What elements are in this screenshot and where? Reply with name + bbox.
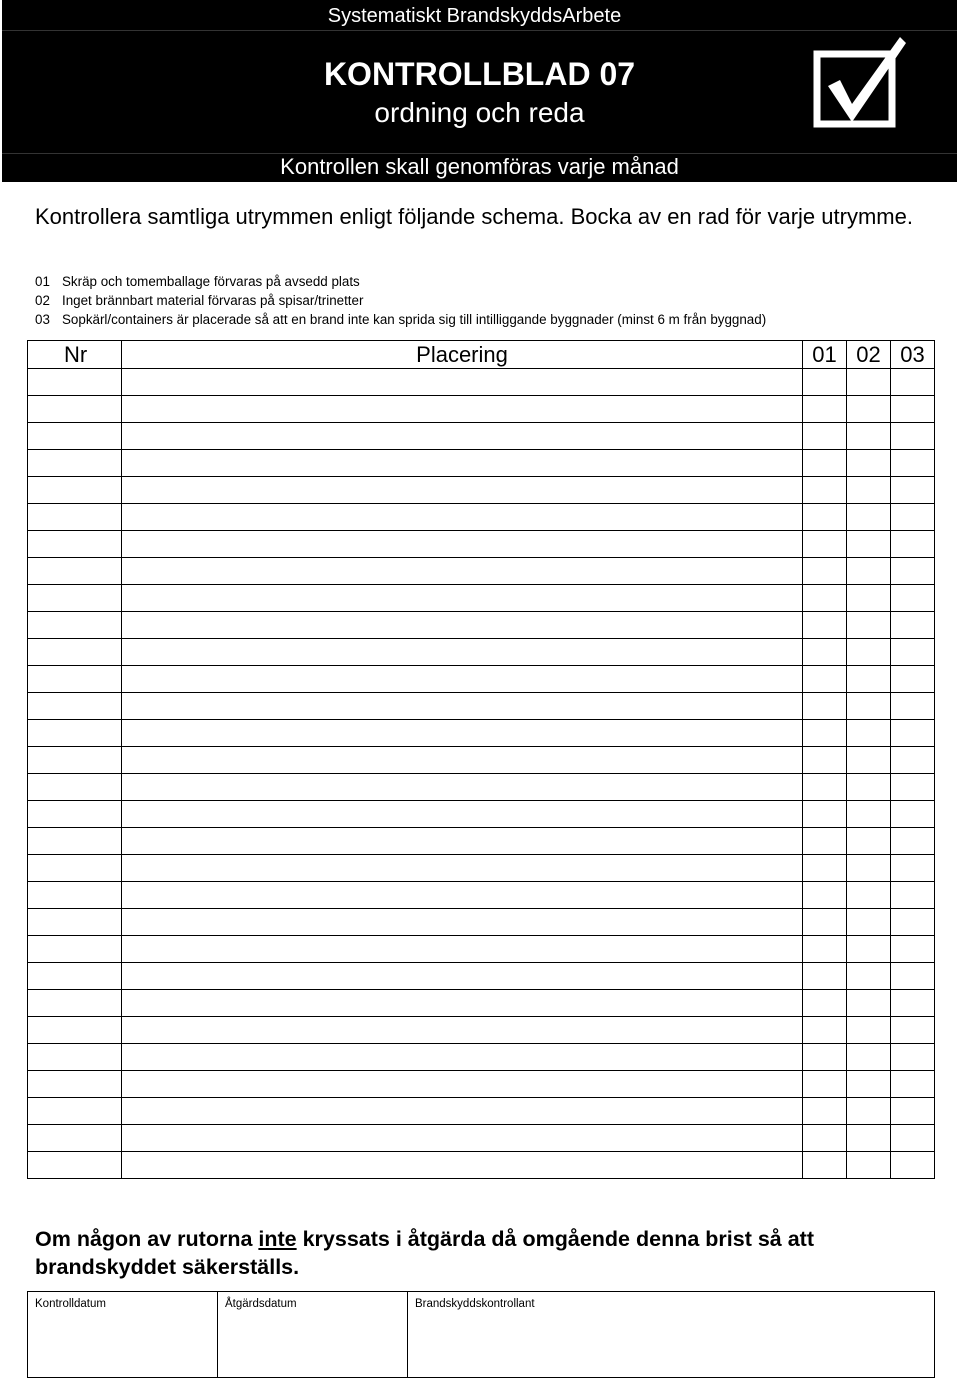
check-03-cell[interactable]	[891, 1152, 935, 1179]
check-01-cell[interactable]	[803, 1152, 847, 1179]
table-row	[28, 558, 935, 585]
check-02-cell[interactable]	[847, 612, 891, 639]
table-row	[28, 423, 935, 450]
kontrolldatum-label: Kontrolldatum	[35, 1298, 106, 1310]
nr-cell[interactable]	[28, 639, 122, 666]
check-02-cell[interactable]	[847, 1152, 891, 1179]
check-03-cell[interactable]	[891, 1017, 935, 1044]
placering-cell[interactable]	[122, 666, 803, 693]
warning-emphasis: inte	[258, 1227, 297, 1251]
placering-cell[interactable]	[122, 774, 803, 801]
nr-cell[interactable]	[28, 1152, 122, 1179]
nr-cell[interactable]	[28, 585, 122, 612]
table-row	[28, 396, 935, 423]
table-row	[28, 693, 935, 720]
placering-cell[interactable]	[122, 558, 803, 585]
check-03-cell[interactable]	[891, 1125, 935, 1152]
check-01-cell[interactable]	[803, 828, 847, 855]
header-subtitle: Systematiskt BrandskyddsArbete	[327, 5, 622, 27]
nr-cell[interactable]	[28, 882, 122, 909]
nr-cell[interactable]	[28, 558, 122, 585]
placering-cell[interactable]	[122, 1044, 803, 1071]
table-row	[28, 504, 935, 531]
check-03-cell[interactable]	[891, 936, 935, 963]
table-row	[28, 828, 935, 855]
nr-cell[interactable]	[28, 531, 122, 558]
nr-cell[interactable]	[28, 477, 122, 504]
criteria-text: Skräp och tomemballage förvaras på avsedd plats	[62, 274, 360, 289]
table-row	[28, 1017, 935, 1044]
check-02-cell[interactable]	[847, 369, 891, 396]
check-03-cell[interactable]	[891, 666, 935, 693]
check-02-cell[interactable]	[847, 639, 891, 666]
placering-cell[interactable]	[122, 909, 803, 936]
check-01-cell[interactable]	[803, 666, 847, 693]
check-01-cell[interactable]	[803, 882, 847, 909]
check-01-cell[interactable]	[803, 963, 847, 990]
check-03-cell[interactable]	[891, 612, 935, 639]
table-row	[28, 639, 935, 666]
placering-cell[interactable]	[122, 828, 803, 855]
check-02-cell[interactable]	[847, 909, 891, 936]
signature-row	[28, 1292, 935, 1378]
page-title: KONTROLLBLAD 07	[323, 56, 636, 92]
kontrollant-label: Brandskyddskontrollant	[415, 1298, 535, 1310]
check-03-cell[interactable]	[891, 531, 935, 558]
placering-cell[interactable]	[122, 423, 803, 450]
placering-cell[interactable]	[122, 801, 803, 828]
check-03-cell[interactable]	[891, 801, 935, 828]
nr-cell[interactable]	[28, 747, 122, 774]
check-03-cell[interactable]	[891, 693, 935, 720]
check-02-cell[interactable]	[847, 504, 891, 531]
check-02-cell[interactable]	[847, 585, 891, 612]
nr-cell[interactable]	[28, 774, 122, 801]
nr-cell[interactable]	[28, 720, 122, 747]
check-01-cell[interactable]	[803, 693, 847, 720]
placering-cell[interactable]	[122, 531, 803, 558]
kontrolldatum-field[interactable]	[28, 1292, 218, 1378]
placering-cell[interactable]	[122, 855, 803, 882]
table-row	[28, 666, 935, 693]
placering-cell[interactable]	[122, 1098, 803, 1125]
table-row	[28, 450, 935, 477]
placering-cell[interactable]	[122, 369, 803, 396]
frequency-note: Kontrollen skall genomföras varje månad	[280, 154, 679, 179]
check-03-cell[interactable]	[891, 585, 935, 612]
checkbox-checked-icon	[810, 34, 910, 129]
check-01-cell[interactable]	[803, 855, 847, 882]
check-02-cell[interactable]	[847, 855, 891, 882]
nr-cell[interactable]	[28, 369, 122, 396]
nr-cell[interactable]	[28, 936, 122, 963]
check-03-cell[interactable]	[891, 909, 935, 936]
table-row	[28, 369, 935, 396]
placering-cell[interactable]	[122, 450, 803, 477]
check-01-cell[interactable]	[803, 1125, 847, 1152]
table-row	[28, 1071, 935, 1098]
check-02-cell[interactable]	[847, 801, 891, 828]
check-01-cell[interactable]	[803, 1071, 847, 1098]
page-topic: ordning och reda	[374, 97, 585, 128]
header-01: 01	[803, 341, 847, 369]
check-02-cell[interactable]	[847, 936, 891, 963]
check-03-cell[interactable]	[891, 1098, 935, 1125]
criteria-item	[35, 310, 766, 329]
table-row	[28, 882, 935, 909]
nr-cell[interactable]	[28, 1071, 122, 1098]
nr-cell[interactable]	[28, 423, 122, 450]
placering-cell[interactable]	[122, 1071, 803, 1098]
placering-cell[interactable]	[122, 396, 803, 423]
check-02-cell[interactable]	[847, 1071, 891, 1098]
criteria-code: 02	[35, 293, 50, 308]
placering-cell[interactable]	[122, 1152, 803, 1179]
placering-cell[interactable]	[122, 1017, 803, 1044]
table-row	[28, 612, 935, 639]
check-01-cell[interactable]	[803, 558, 847, 585]
nr-cell[interactable]	[28, 450, 122, 477]
header-banner	[2, 0, 957, 182]
placering-cell[interactable]	[122, 936, 803, 963]
signature-table	[27, 1291, 935, 1378]
nr-cell[interactable]	[28, 612, 122, 639]
check-01-cell[interactable]	[803, 477, 847, 504]
check-01-cell[interactable]	[803, 936, 847, 963]
criteria-list	[35, 272, 766, 329]
check-02-cell[interactable]	[847, 693, 891, 720]
nr-cell[interactable]	[28, 855, 122, 882]
check-03-cell[interactable]	[891, 423, 935, 450]
table-row	[28, 531, 935, 558]
header-nr: Nr	[28, 341, 122, 369]
check-02-cell[interactable]	[847, 423, 891, 450]
criteria-item	[35, 291, 766, 310]
check-01-cell[interactable]	[803, 369, 847, 396]
table-row	[28, 477, 935, 504]
check-01-cell[interactable]	[803, 423, 847, 450]
table-row	[28, 1152, 935, 1179]
placering-cell[interactable]	[122, 504, 803, 531]
nr-cell[interactable]	[28, 990, 122, 1017]
table-row	[28, 747, 935, 774]
placering-cell[interactable]	[122, 720, 803, 747]
criteria-item	[35, 272, 766, 291]
nr-cell[interactable]	[28, 1098, 122, 1125]
warning-text	[35, 1225, 935, 1281]
check-03-cell[interactable]	[891, 558, 935, 585]
check-02-cell[interactable]	[847, 666, 891, 693]
nr-cell[interactable]	[28, 801, 122, 828]
check-03-cell[interactable]	[891, 504, 935, 531]
nr-cell[interactable]	[28, 666, 122, 693]
header-placering: Placering	[122, 341, 803, 369]
nr-cell[interactable]	[28, 1044, 122, 1071]
table-row	[28, 855, 935, 882]
inspection-table	[27, 340, 935, 1179]
check-02-cell[interactable]	[847, 558, 891, 585]
warning-after: kryssats i åtgärda då omgående denna brist så att brandskyddet säkerställs.	[35, 1227, 815, 1279]
check-03-cell[interactable]	[891, 639, 935, 666]
warning-before: Om någon av rutorna	[35, 1227, 259, 1251]
check-01-cell[interactable]	[803, 747, 847, 774]
nr-cell[interactable]	[28, 1125, 122, 1152]
check-01-cell[interactable]	[803, 639, 847, 666]
table-row	[28, 585, 935, 612]
atgardsdatum-field[interactable]	[218, 1292, 408, 1378]
nr-cell[interactable]	[28, 909, 122, 936]
placering-cell[interactable]	[122, 585, 803, 612]
nr-cell[interactable]	[28, 963, 122, 990]
check-03-cell[interactable]	[891, 1071, 935, 1098]
check-01-cell[interactable]	[803, 396, 847, 423]
check-01-cell[interactable]	[803, 801, 847, 828]
table-header-row	[28, 341, 935, 369]
placering-cell[interactable]	[122, 747, 803, 774]
check-03-cell[interactable]	[891, 828, 935, 855]
check-02-cell[interactable]	[847, 1125, 891, 1152]
header-03: 03	[891, 341, 935, 369]
check-02-cell[interactable]	[847, 477, 891, 504]
check-01-cell[interactable]	[803, 612, 847, 639]
table-row	[28, 909, 935, 936]
nr-cell[interactable]	[28, 396, 122, 423]
table-row	[28, 1125, 935, 1152]
nr-cell[interactable]	[28, 828, 122, 855]
criteria-code: 03	[35, 312, 50, 327]
check-02-cell[interactable]	[847, 882, 891, 909]
check-03-cell[interactable]	[891, 450, 935, 477]
check-03-cell[interactable]	[891, 477, 935, 504]
check-03-cell[interactable]	[891, 1044, 935, 1071]
check-02-cell[interactable]	[847, 1044, 891, 1071]
check-02-cell[interactable]	[847, 720, 891, 747]
check-02-cell[interactable]	[847, 747, 891, 774]
check-03-cell[interactable]	[891, 774, 935, 801]
placering-cell[interactable]	[122, 477, 803, 504]
placering-cell[interactable]	[122, 882, 803, 909]
check-02-cell[interactable]	[847, 531, 891, 558]
placering-cell[interactable]	[122, 693, 803, 720]
table-row	[28, 963, 935, 990]
check-02-cell[interactable]	[847, 990, 891, 1017]
placering-cell[interactable]	[122, 963, 803, 990]
check-03-cell[interactable]	[891, 396, 935, 423]
check-02-cell[interactable]	[847, 828, 891, 855]
atgardsdatum-label: Åtgärdsdatum	[225, 1298, 297, 1310]
check-03-cell[interactable]	[891, 963, 935, 990]
criteria-text: Inget brännbart material förvaras på spisar/trinetter	[62, 293, 364, 308]
table-row	[28, 1098, 935, 1125]
check-01-cell[interactable]	[803, 774, 847, 801]
instructions: Kontrollera samtliga utrymmen enligt följande schema. Bocka av en rad för varje utrymme.	[35, 204, 913, 229]
check-02-cell[interactable]	[847, 963, 891, 990]
header-02: 02	[847, 341, 891, 369]
check-03-cell[interactable]	[891, 882, 935, 909]
check-02-cell[interactable]	[847, 450, 891, 477]
check-01-cell[interactable]	[803, 504, 847, 531]
check-02-cell[interactable]	[847, 1098, 891, 1125]
table-row	[28, 936, 935, 963]
check-02-cell[interactable]	[847, 396, 891, 423]
nr-cell[interactable]	[28, 1017, 122, 1044]
criteria-code: 01	[35, 274, 50, 289]
check-03-cell[interactable]	[891, 747, 935, 774]
placering-cell[interactable]	[122, 639, 803, 666]
check-03-cell[interactable]	[891, 369, 935, 396]
table-row	[28, 1044, 935, 1071]
kontrollant-field[interactable]	[408, 1292, 935, 1378]
check-01-cell[interactable]	[803, 1044, 847, 1071]
table-row	[28, 990, 935, 1017]
check-01-cell[interactable]	[803, 531, 847, 558]
table-row	[28, 801, 935, 828]
check-02-cell[interactable]	[847, 774, 891, 801]
nr-cell[interactable]	[28, 693, 122, 720]
check-01-cell[interactable]	[803, 1017, 847, 1044]
divider	[2, 30, 957, 31]
table-row	[28, 720, 935, 747]
check-01-cell[interactable]	[803, 720, 847, 747]
check-02-cell[interactable]	[847, 1017, 891, 1044]
criteria-text: Sopkärl/containers är placerade så att en brand inte kan sprida sig till intilliggande byggnader (minst 6 m från byggnad)	[62, 312, 767, 327]
check-03-cell[interactable]	[891, 855, 935, 882]
placering-cell[interactable]	[122, 612, 803, 639]
placering-cell[interactable]	[122, 990, 803, 1017]
check-01-cell[interactable]	[803, 990, 847, 1017]
check-01-cell[interactable]	[803, 909, 847, 936]
nr-cell[interactable]	[28, 504, 122, 531]
check-01-cell[interactable]	[803, 1098, 847, 1125]
check-01-cell[interactable]	[803, 585, 847, 612]
check-03-cell[interactable]	[891, 720, 935, 747]
table-row	[28, 774, 935, 801]
placering-cell[interactable]	[122, 1125, 803, 1152]
check-01-cell[interactable]	[803, 450, 847, 477]
check-03-cell[interactable]	[891, 990, 935, 1017]
